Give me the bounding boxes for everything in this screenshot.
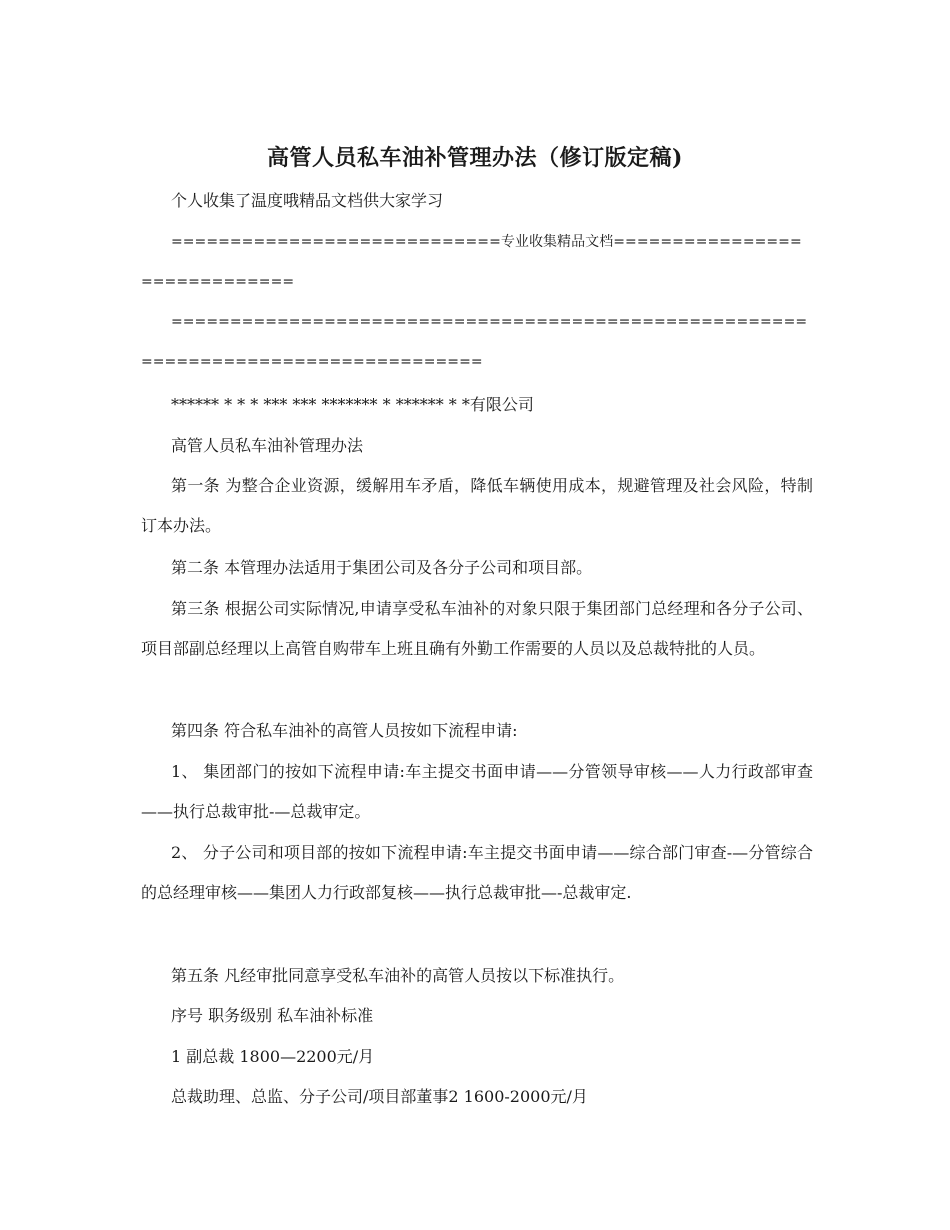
separator-collection: ============================专业收集精品文档============================= — [141, 234, 802, 290]
document-heading: 高管人员私车油补管理办法 — [171, 436, 364, 455]
intro-text: 个人收集了温度哦精品文档供大家学习 — [171, 191, 444, 210]
table-row: 1 副总裁 1800—2200元/月 — [171, 1047, 375, 1066]
separator-full: =================================================================================== — [141, 314, 808, 370]
process-item-1: 1、 集团部门的按如下流程申请:车主提交书面申请——分管领导审核——人力行政部审查——执行总裁审批-—总裁审定。 — [141, 762, 813, 821]
article-1: 第一条 为整合企业资源，缓解用车矛盾，降低车辆使用成本，规避管理及社会风险，特制订本办法。 — [141, 476, 813, 535]
article-3: 第三条 根据公司实际情况,申请享受私车油补的对象只限于集团部门总经理和各分子公司、项目部副总经理以上高管自购带车上班且确有外勤工作需要的人员以及总裁特批的人员。 — [141, 599, 813, 658]
process-item-2: 2、 分子公司和项目部的按如下流程申请:车主提交书面申请——综合部门审查-—分管综合的总经理审核——集团人力行政部复核——执行总裁审批—-总裁审定. — [141, 843, 813, 902]
company-name-line: ****** * * * *** *** ******* * ****** * *有限公司 — [171, 395, 534, 414]
article-2: 第二条 本管理办法适用于集团公司及各分子公司和项目部。 — [171, 558, 593, 577]
article-5: 第五条 凡经审批同意享受私车油补的高管人员按以下标准执行。 — [171, 966, 625, 985]
document-title: 高管人员私车油补管理办法（修订版定稿) — [267, 145, 683, 171]
table-header: 序号 职务级别 私车油补标准 — [171, 1006, 374, 1025]
table-row: 总裁助理、总监、分子公司/项目部董事2 1600-2000元/月 — [171, 1087, 588, 1106]
article-4: 第四条 符合私车油补的高管人员按如下流程申请: — [171, 721, 518, 740]
